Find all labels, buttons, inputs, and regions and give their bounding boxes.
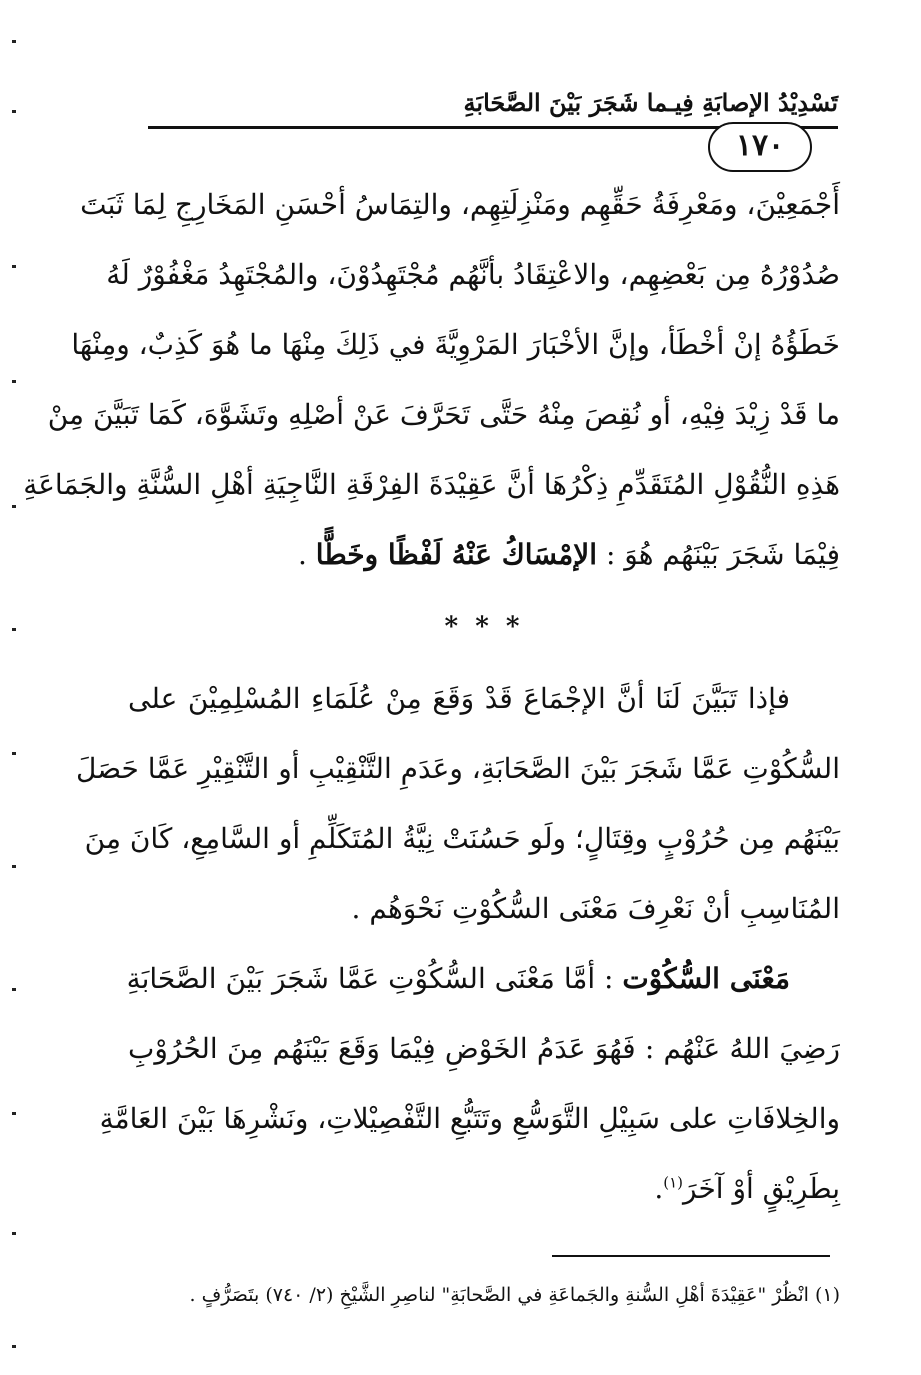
scan-mark [12, 380, 16, 383]
scan-mark [12, 752, 16, 755]
text-line: فإذا تَبَيَّنَ لَنَا أنَّ الإجْمَاعَ قَدْ وَقَعَ مِنْ عُلَمَاءِ المُسْلِمِيْنَ على [128, 682, 790, 715]
text-line: صُدُوْرُهُ مِن بَعْضِهِم، والاعْتِقَادُ بأنَّهُم مُجْتَهِدُوْنَ، والمُجْتَهِدُ مَغْفُوْرٌ لَهُ [106, 258, 840, 291]
text-line: أَجْمَعِيْنَ، ومَعْرِفَةُ حَقِّهِم ومَنْزِلَتِهِم، والتِمَاسُ أحْسَنِ المَخَارِجِ لِمَا ثَبَتَ [80, 188, 840, 221]
footnote-marker: (١) [663, 1173, 683, 1192]
text-line: خَطَؤُهُ إنْ أخْطَأ، وإنَّ الأخْبَارَ المَرْوِيَّةَ في ذَلِكَ مِنْهَا ما هُوَ كَذِبٌ، ومِنْهَا [71, 328, 840, 361]
book-title: تَسْدِيْدُ الإصابَةِ فِيـما شَجَرَ بَيْنَ الصَّحَابَةِ [463, 88, 838, 117]
page-number: ١٧٠ [708, 122, 812, 172]
text-run: : أمَّا مَعْنَى السُّكُوْتِ عَمَّا شَجَرَ بَيْنَ الصَّحَابَةِ [126, 962, 623, 995]
scan-mark [12, 628, 16, 631]
text-line [128, 944, 840, 1014]
scan-mark [12, 505, 16, 508]
section-separator: * * * [444, 612, 524, 642]
section-heading: مَعْنَى السُّكُوْت [622, 962, 790, 995]
text-line: بَيْنَهُم مِن حُرُوْبٍ وقِتَالٍ؛ ولَو حَسُنَتْ نِيَّةُ المُتَكَلِّمِ أو السَّامِعِ، كَانَ مِنَ [84, 822, 840, 855]
text-line: والخِلافَاتِ على سَبِيْلِ التَّوَسُّعِ وتَتَبُّعِ التَّفْصِيْلاتِ، ونَشْرِهَا بَيْنَ العَامَّةِ [99, 1102, 840, 1135]
scan-mark [12, 265, 16, 268]
text-run: فِيْمَا شَجَرَ بَيْنَهُم هُوَ : [597, 538, 840, 571]
text-run: . [297, 538, 316, 571]
scan-mark [12, 1112, 16, 1115]
scan-mark [12, 110, 16, 113]
footnote: (١) انْظُرْ "عَقِيْدَةَ أهْلِ السُّنةِ والجَماعَةِ في الصَّحابَةِ" لناصِرِ الشَّيْخِ (٢/ ٧٤٠) بتَصَرُّفٍ . [189, 1284, 840, 1306]
text-line [128, 1154, 840, 1224]
emphasis-text: الإمْسَاكُ عَنْهُ لَفْظًا وخَطًّا [315, 538, 598, 571]
text-line: السُّكُوْتِ عَمَّا شَجَرَ بَيْنَ الصَّحَابَةِ، وعَدَمِ التَّنْقِيْبِ أو التَّنْقِيْرِ عَمَّا حَصَلَ [76, 752, 840, 785]
footnote-rule [552, 1255, 830, 1257]
text-run: بِطَرِيْقٍ أوْ آخَرَ [683, 1172, 840, 1205]
text-run: . [654, 1172, 664, 1205]
text-line [128, 520, 840, 590]
scan-mark [12, 988, 16, 991]
text-line: المُنَاسِبِ أنْ نَعْرِفَ مَعْنَى السُّكُوْتِ نَحْوَهُم . [351, 892, 840, 925]
text-line: رَضِيَ اللهُ عَنْهُم : فَهُوَ عَدَمُ الخَوْضِ فِيْمَا وَقَعَ بَيْنَهُم مِنَ الحُرُوْبِ [128, 1032, 840, 1065]
body-text [23, 170, 840, 1224]
text-line: هَذِهِ النُّقُوْلِ المُتَقَدِّمِ ذِكْرُهَا أنَّ عَقِيْدَةَ الفِرْقَةِ النَّاجِيَةِ أهْلِ السُّنَّةِ والجَمَاعَةِ [23, 468, 840, 501]
scan-mark [12, 40, 16, 43]
text-line: ما قَدْ زِيْدَ فِيْهِ، أو نُقِصَ مِنْهُ حَتَّى تَحَرَّفَ عَنْ أصْلِهِ وتَشَوَّهَ، كَمَا تَبَيَّنَ مِنْ [47, 398, 840, 431]
scan-mark [12, 1232, 16, 1235]
scan-mark [12, 865, 16, 868]
scan-mark [12, 1345, 16, 1348]
